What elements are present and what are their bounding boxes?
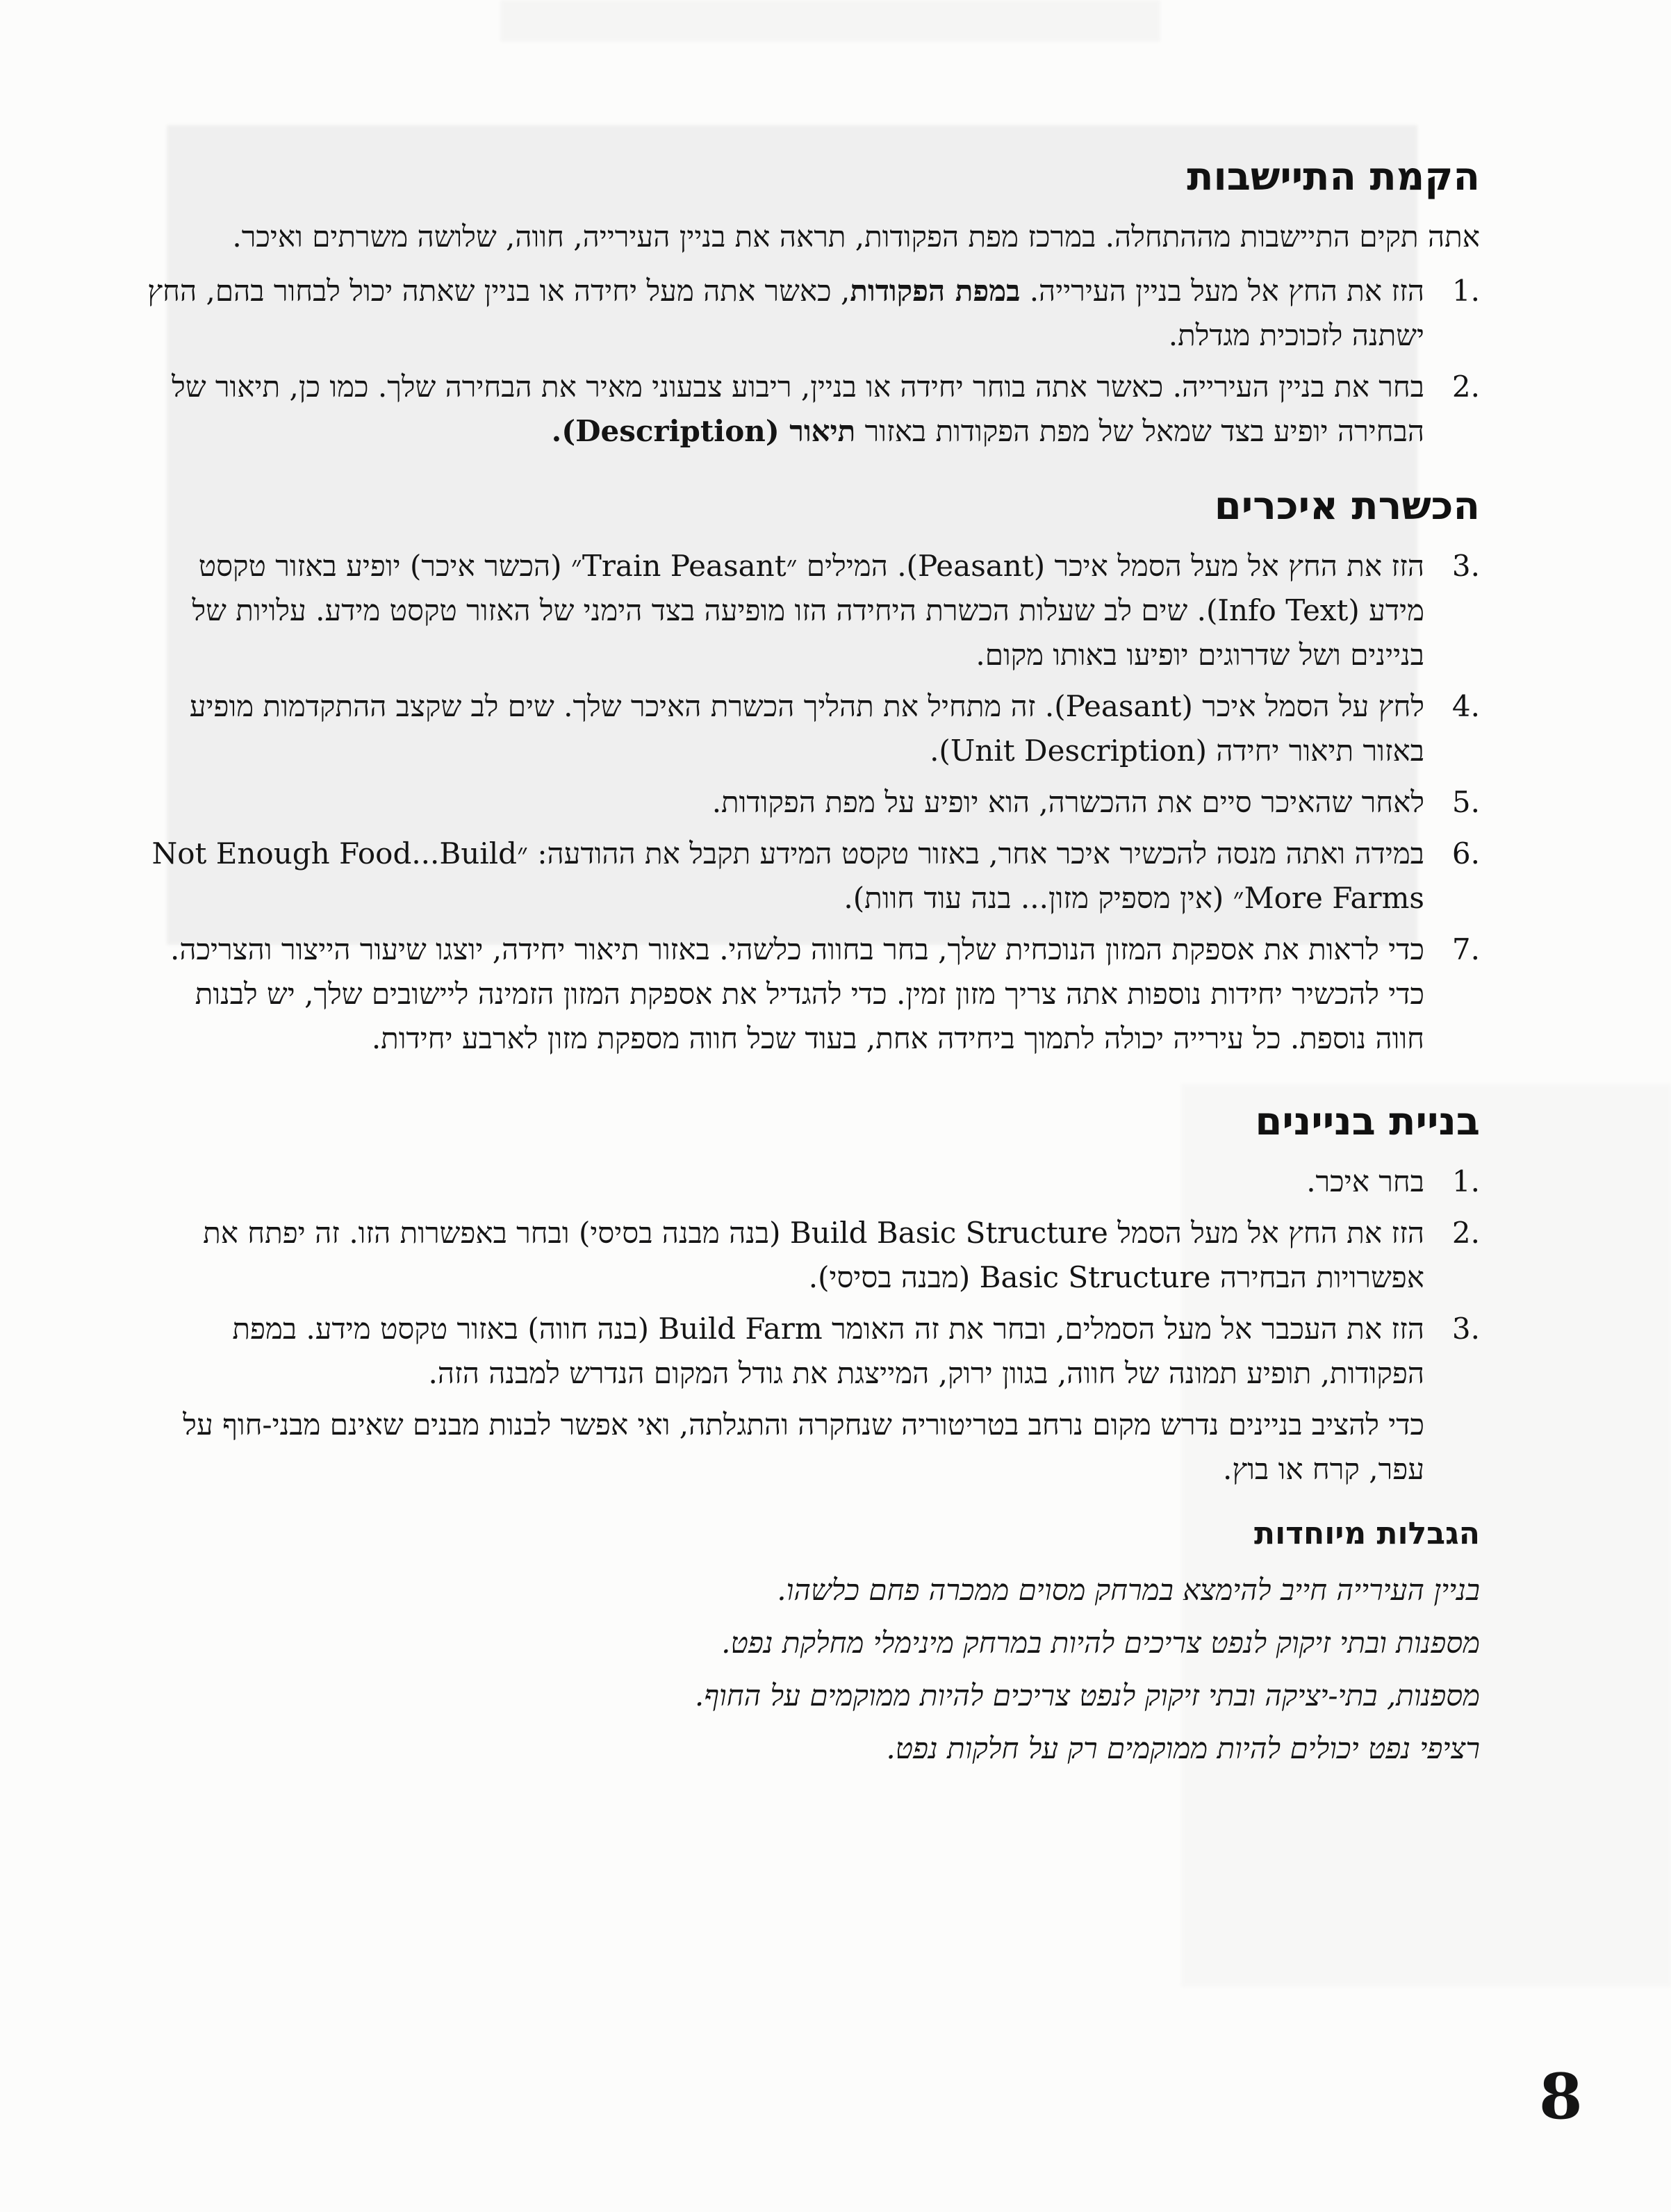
building-note: כדי להציב בניינים נדרש מקום נרחב בטריטוריה שנחקרה והתגלתה, ואי אפשר לבנות מבנים שאינם מבני-חוף על עפר, קרח או בוץ.: [183, 1408, 1424, 1486]
list-item: 3. הזז את העכבר אל מעל הסמלים, ובחר את זה האומר Build Farm (בנה חווה) באזור טקסט מידע. במפת הפקודות, תופיע תמונה של חווה, בגוון ירוק, המייצגת את גודל המקום הנדרש למבנה הזה.: [146, 1307, 1424, 1396]
page-content: [146, 149, 1480, 1779]
list-item: 1. הזז את החץ אל מעל בניין העירייה. במפת הפקודות, כאשר אתה מעל יחידה או בניין שאתה יכול לבחור בהם, החץ ישתנה לזכוכית מגדלת.: [146, 269, 1424, 358]
list-item: 2. הזז את החץ אל מעל הסמל Build Basic Structure (בנה מבנה בסיסי) ובחר באפשרות הזו. זה יפתח את אפשרויות הבחירה Basic Structure (מבנה בסיסי).: [146, 1211, 1424, 1300]
list-item: 4. לחץ על הסמל איכר (Peasant). זה מתחיל את תהליך הכשרת האיכר שלך. שים לב שקצב ההתקדמות מופיע באזור תיאור יחידה (Unit Description).: [146, 684, 1424, 773]
list-item: 7. כדי לראות את אספקת המזון הנוכחית שלך, בחר בחווה כלשהי. באזור תיאור יחידה, יוצגו שיעור הייצור והצריכה. כדי להכשיר יחידות נוספות אתה צריך מזון זמין. כדי להגדיל את אספקת המזון הזמינה ליישובים שלך, יש לבנות חווה נוספת. כל עירייה יכולה לתמוך ביחידה אחת, בעוד שכל חווה מספקת מזון לארבע יחידות.: [146, 927, 1424, 1061]
building-steps: [146, 1159, 1480, 1396]
section-intro: אתה תקים התיישבות מההתחלה. במרכז מפת הפקודות, תראה את בניין העירייה, חווה, שלושה משרתים ואיכר.: [232, 220, 1480, 254]
restriction-line: רציפי נפט יכולים להיות ממוקמים רק על חלקות נפט.: [886, 1731, 1480, 1765]
item-number: 4.: [1451, 689, 1480, 723]
restriction-line: מספנות, בתי-יציקה ובתי זיקוק לנפט צריכים להיות ממוקמים על החוף.: [694, 1678, 1480, 1712]
item-number: 3.: [1451, 549, 1480, 583]
list-item: 6. במידה ואתה מנסה להכשיר איכר אחר, באזור טקסט המידע תקבל את ההודעה: ״Not Enough Food...Build More Farms״ (אין מספיק מזון... בנה עוד חוות).: [146, 832, 1424, 921]
list-item: 2. בחר את בניין העירייה. כאשר אתה בוחר יחידה או בניין, ריבוע צבעוני מאיר את הבחירה שלך. כמו כן, תיאור של הבחירה יופיע בצד שמאל של מפת הפקודות באזור תיאור (Description).: [146, 365, 1424, 454]
bleed-through-shadow: [500, 0, 1160, 42]
page-number: 8: [1539, 2060, 1583, 2133]
item-number: 1.: [1451, 1164, 1480, 1198]
list-item: 3. הזז את החץ אל מעל הסמל איכר (Peasant). המילים ״Train Peasant״ (הכשר איכר) יופיע באזור טקסט מידע (Info Text). שים לב שעלות הכשרת היחידה הזו מופיעה בצד הימני של האזור טקסט מידע. עלויות של בניינים ושל שדרוגים יופיעו באותו מקום.: [146, 544, 1424, 677]
restriction-line: מספנות ובתי זיקוק לנפט צריכים להיות במרחק מינימלי מחלקת נפט.: [721, 1626, 1480, 1660]
section-title-settlement: הקמת התיישבות: [1187, 154, 1480, 199]
training-steps: [146, 544, 1480, 1061]
item-number: 7.: [1451, 932, 1480, 966]
restriction-line: בניין העירייה חייב להימצא במרחק מסוים ממכרה פחם כלשהו.: [777, 1573, 1480, 1607]
section-title-buildings: בניית בניינים: [1255, 1099, 1480, 1144]
section-title-training: הכשרת איכרים: [1214, 484, 1480, 529]
list-item: 1. בחר איכר.: [146, 1159, 1424, 1204]
bold-term: תיאור (Description).: [551, 414, 856, 448]
item-number: 3.: [1451, 1312, 1480, 1346]
item-number: 6.: [1451, 836, 1480, 870]
item-number: 2.: [1451, 1216, 1480, 1250]
item-number: 5.: [1451, 785, 1480, 819]
item-number: 1.: [1451, 274, 1480, 308]
list-item: 5. לאחר שהאיכר סיים את ההכשרה, הוא יופיע על מפת הפקודות.: [146, 780, 1424, 825]
settlement-steps: [146, 269, 1480, 454]
section-title-restrictions: הגבלות מיוחדות: [1254, 1516, 1480, 1551]
bold-term: במפת הפקודות: [850, 274, 1021, 308]
item-number: 2.: [1451, 370, 1480, 404]
